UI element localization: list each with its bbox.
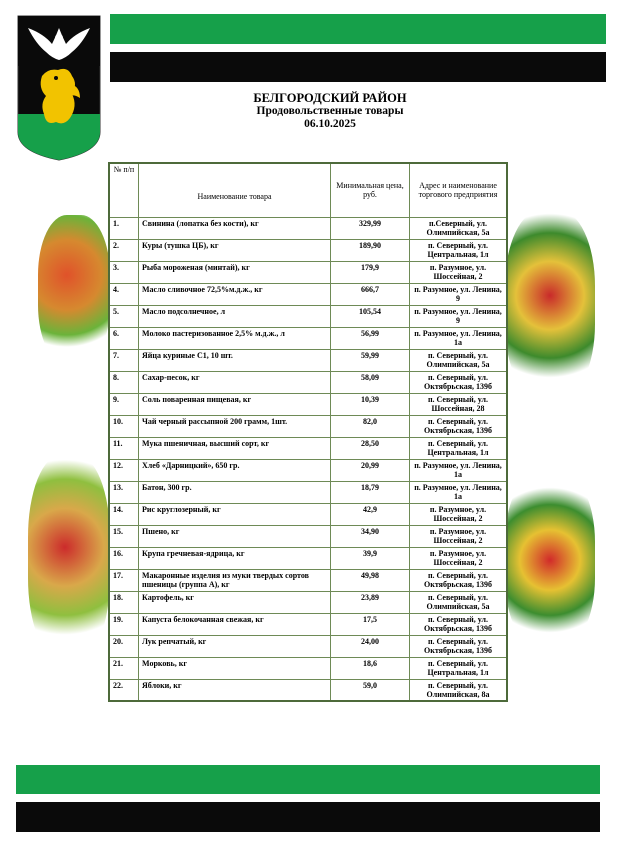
product-name: Батон, 300 гр.	[139, 481, 331, 503]
table-row	[109, 217, 507, 239]
vegetables-basket-right-bottom	[505, 470, 595, 650]
row-number: 12.	[109, 459, 139, 481]
column-header-number: № п/п	[109, 163, 139, 217]
store-address: п. Северный, ул. Октябрьская, 139б	[410, 569, 508, 591]
product-name: Куры (тушка ЦБ), кг	[139, 239, 331, 261]
document-date: 06.10.2025	[304, 118, 356, 130]
store-address: п. Северный, ул. Октябрьская, 139б	[410, 635, 508, 657]
store-address: п. Разумное, ул. Ленина, 1а	[410, 459, 508, 481]
table-row	[109, 283, 507, 305]
store-address: п. Северный, ул. Шоссейная, 28	[410, 393, 508, 415]
product-price: 56,99	[331, 327, 410, 349]
product-price: 189,90	[331, 239, 410, 261]
table-row	[109, 679, 507, 701]
store-address: п. Северный, ул. Олимпийская, 5а	[410, 591, 508, 613]
vegetables-basket-right-top	[505, 210, 595, 400]
row-number: 19.	[109, 613, 139, 635]
product-price: 18,6	[331, 657, 410, 679]
product-name: Молоко пастеризованное 2,5% м.д.ж., л	[139, 327, 331, 349]
row-number: 21.	[109, 657, 139, 679]
document-subtitle: Продовольственные товары	[256, 105, 404, 117]
product-name: Масло подсолнечное, л	[139, 305, 331, 327]
table-row	[109, 393, 507, 415]
store-address: п. Северный, ул. Октябрьская, 139б	[410, 371, 508, 393]
store-address: п. Разумное, ул. Шоссейная, 2	[410, 547, 508, 569]
product-price: 18,79	[331, 481, 410, 503]
vegetables-basket-left-bottom	[28, 455, 110, 660]
row-number: 22.	[109, 679, 139, 701]
product-price: 42,9	[331, 503, 410, 525]
table-row	[109, 327, 507, 349]
table-row	[109, 503, 507, 525]
row-number: 17.	[109, 569, 139, 591]
table-row	[109, 613, 507, 635]
table-row	[109, 569, 507, 591]
table-row	[109, 547, 507, 569]
product-name: Капуста белокочанная свежая, кг	[139, 613, 331, 635]
row-number: 14.	[109, 503, 139, 525]
row-number: 8.	[109, 371, 139, 393]
product-name: Пшено, кг	[139, 525, 331, 547]
store-address: п. Северный, ул. Центральная, 1л	[410, 657, 508, 679]
product-price: 20,99	[331, 459, 410, 481]
document-header	[160, 92, 500, 131]
product-name: Яблоки, кг	[139, 679, 331, 701]
product-price: 34,90	[331, 525, 410, 547]
table-header-row	[109, 163, 507, 217]
bottom-green-bar	[16, 765, 600, 794]
prices-table	[108, 162, 508, 702]
top-black-bar	[110, 52, 606, 82]
product-price: 58,09	[331, 371, 410, 393]
store-address: п.Северный, ул. Олимпийская, 5а	[410, 217, 508, 239]
table-row	[109, 635, 507, 657]
store-address: п. Северный, ул. Октябрьская, 139б	[410, 415, 508, 437]
bottom-black-bar	[16, 802, 600, 832]
store-address: п. Северный, ул. Олимпийская, 5а	[410, 349, 508, 371]
store-address: п. Разумное, ул. Ленина, 9	[410, 305, 508, 327]
product-name: Сахар-песок, кг	[139, 371, 331, 393]
product-price: 666,7	[331, 283, 410, 305]
row-number: 16.	[109, 547, 139, 569]
product-price: 59,99	[331, 349, 410, 371]
store-address: п. Разумное, ул. Шоссейная, 2	[410, 503, 508, 525]
table-row	[109, 459, 507, 481]
store-address: п. Разумное, ул. Шоссейная, 2	[410, 261, 508, 283]
row-number: 13.	[109, 481, 139, 503]
table-row	[109, 239, 507, 261]
product-name: Свинина (лопатка без кости), кг	[139, 217, 331, 239]
product-price: 17,5	[331, 613, 410, 635]
row-number: 9.	[109, 393, 139, 415]
row-number: 3.	[109, 261, 139, 283]
table-row	[109, 525, 507, 547]
row-number: 2.	[109, 239, 139, 261]
table-row	[109, 657, 507, 679]
row-number: 11.	[109, 437, 139, 459]
product-name: Яйца куриные С1, 10 шт.	[139, 349, 331, 371]
table-row	[109, 437, 507, 459]
row-number: 10.	[109, 415, 139, 437]
coat-of-arms-emblem	[16, 14, 102, 162]
product-name: Хлеб «Дарницкий», 650 гр.	[139, 459, 331, 481]
store-address: п. Разумное, ул. Ленина, 9	[410, 283, 508, 305]
product-name: Рыба мороженая (минтай), кг	[139, 261, 331, 283]
column-header-product: Наименование товара	[139, 163, 331, 217]
store-address: п. Северный, ул. Центральная, 1л	[410, 239, 508, 261]
product-price: 49,98	[331, 569, 410, 591]
product-name: Морковь, кг	[139, 657, 331, 679]
product-price: 59,0	[331, 679, 410, 701]
product-name: Картофель, кг	[139, 591, 331, 613]
product-name: Макаронные изделия из муки твердых сортов пшеницы (группа А), кг	[139, 569, 331, 591]
product-price: 82,0	[331, 415, 410, 437]
product-name: Лук репчатый, кг	[139, 635, 331, 657]
row-number: 7.	[109, 349, 139, 371]
product-price: 329,99	[331, 217, 410, 239]
table-row	[109, 371, 507, 393]
store-address: п. Северный, ул. Центральная, 1л	[410, 437, 508, 459]
row-number: 18.	[109, 591, 139, 613]
product-price: 10,39	[331, 393, 410, 415]
table-row	[109, 349, 507, 371]
row-number: 4.	[109, 283, 139, 305]
top-green-bar	[110, 14, 606, 44]
store-address: п. Северный, ул. Олимпийская, 8а	[410, 679, 508, 701]
product-price: 105,54	[331, 305, 410, 327]
product-name: Соль поваренная пищевая, кг	[139, 393, 331, 415]
row-number: 20.	[109, 635, 139, 657]
product-name: Масло сливочное 72,5%м.д.ж., кг	[139, 283, 331, 305]
region-title: БЕЛГОРОДСКИЙ РАЙОН	[253, 91, 407, 105]
row-number: 15.	[109, 525, 139, 547]
product-price: 39,9	[331, 547, 410, 569]
column-header-price: Минимальная цена, руб.	[331, 163, 410, 217]
row-number: 1.	[109, 217, 139, 239]
row-number: 5.	[109, 305, 139, 327]
store-address: п. Разумное, ул. Шоссейная, 2	[410, 525, 508, 547]
store-address: п. Северный, ул. Октябрьская, 139б	[410, 613, 508, 635]
product-name: Мука пшеничная, высший сорт, кг	[139, 437, 331, 459]
table-row	[109, 481, 507, 503]
product-price: 24,00	[331, 635, 410, 657]
table-row	[109, 415, 507, 437]
product-price: 179,9	[331, 261, 410, 283]
product-name: Крупа гречневая-ядрица, кг	[139, 547, 331, 569]
product-price: 23,89	[331, 591, 410, 613]
vegetables-basket-left-top	[38, 215, 110, 365]
row-number: 6.	[109, 327, 139, 349]
product-name: Рис круглозерный, кг	[139, 503, 331, 525]
product-price: 28,50	[331, 437, 410, 459]
table-row	[109, 591, 507, 613]
store-address: п. Разумное, ул. Ленина, 1а	[410, 327, 508, 349]
table-row	[109, 305, 507, 327]
product-name: Чай черный рассыпной 200 грамм, 1шт.	[139, 415, 331, 437]
store-address: п. Разумное, ул. Ленина, 1а	[410, 481, 508, 503]
column-header-address: Адрес и наименование торгового предприятия	[410, 163, 508, 217]
table-row	[109, 261, 507, 283]
